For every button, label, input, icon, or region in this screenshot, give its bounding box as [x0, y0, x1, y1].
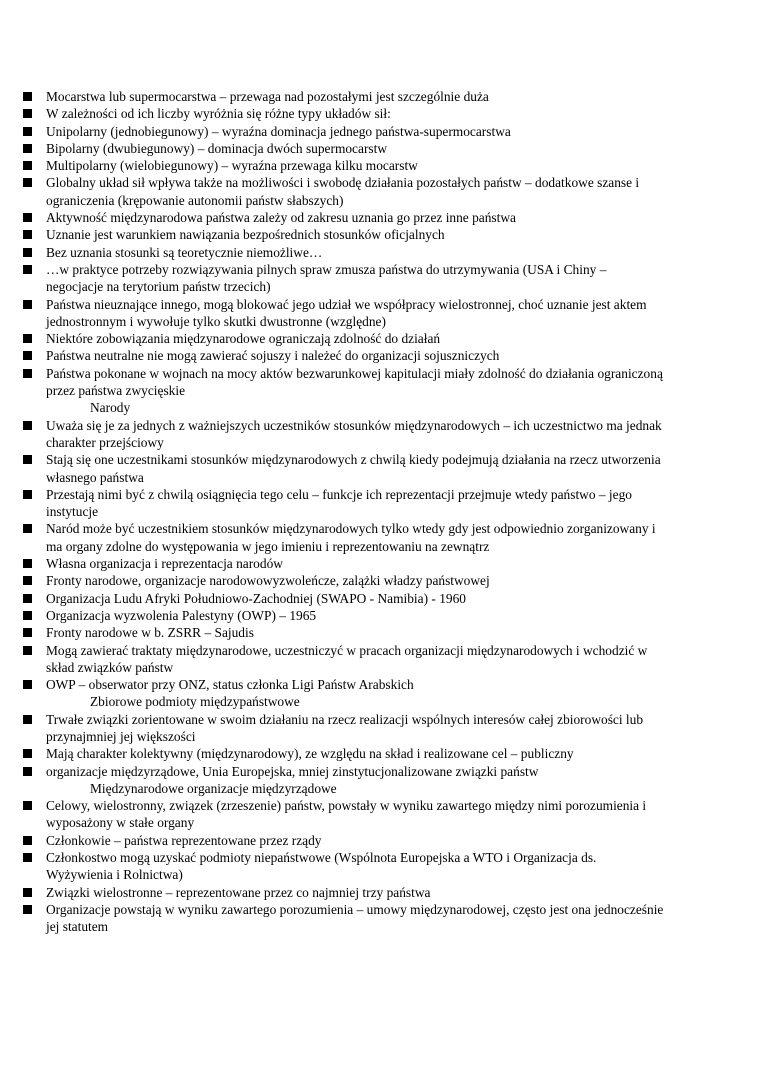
list-item-text: Multipolarny (wielobiegunowy) – wyraźna przewaga kilku mocarstw — [46, 158, 418, 174]
square-bullet-icon — [23, 490, 32, 499]
list-item-text: Organizacja wyzwolenia Palestyny (OWP) – 1965 — [46, 607, 317, 623]
list-item — [0, 174, 760, 209]
list-item-text: Związki wielostronne – reprezentowane przez co najmniej trzy państwa — [46, 884, 431, 900]
square-bullet-icon — [23, 178, 32, 187]
list-item — [0, 849, 760, 884]
square-bullet-icon — [23, 161, 32, 170]
list-item-text: Aktywność międzynarodowa państwa zależy od zakresu uznania go przez inne państwa — [46, 210, 516, 226]
list-item — [0, 745, 760, 762]
list-item — [0, 261, 760, 296]
narody-list — [0, 417, 760, 694]
square-bullet-icon — [23, 749, 32, 758]
list-item — [0, 607, 760, 624]
square-bullet-icon — [23, 905, 32, 914]
list-item — [0, 209, 760, 226]
square-bullet-icon — [23, 611, 32, 620]
list-item — [0, 555, 760, 572]
list-item-text: Uznanie jest warunkiem nawiązania bezpośrednich stosunków oficjalnych — [46, 227, 445, 243]
list-item — [0, 590, 760, 607]
list-item-text: Organizacja Ludu Afryki Południowo-Zachodniej (SWAPO - Namibia) - 1960 — [46, 590, 466, 606]
square-bullet-icon — [23, 680, 32, 689]
document-page — [0, 88, 760, 936]
square-bullet-icon — [23, 351, 32, 360]
list-item — [0, 157, 760, 174]
list-item — [0, 365, 760, 400]
list-item-text: Stają się one uczestnikami stosunków międzynarodowych z chwilą kiedy podejmują działania na rzecz utworzenia własnego państwa — [46, 452, 661, 485]
square-bullet-icon — [23, 300, 32, 309]
list-item — [0, 244, 760, 261]
list-item — [0, 486, 760, 521]
list-item — [0, 417, 760, 452]
square-bullet-icon — [23, 230, 32, 239]
list-item — [0, 347, 760, 364]
list-item — [0, 226, 760, 243]
list-item-text: Fronty narodowe, organizacje narodowowyzwoleńcze, zalążki władzy państwowej — [46, 573, 490, 589]
list-item-text: Mogą zawierać traktaty międzynarodowe, uczestniczyć w pracach organizacji międzynarodowych i wchodzić w skład związków państw — [46, 642, 648, 675]
list-item — [0, 642, 760, 677]
list-item-text: Globalny układ sił wpływa także na możliwości i swobodę działania pozostałych państw – dodatkowe szanse i ograniczenia (krępowanie autonomii państw słabszych) — [46, 175, 640, 208]
list-item — [0, 330, 760, 347]
list-item-text: Unipolarny (jednobiegunowy) – wyraźna dominacja jednego państwa-supermocarstwa — [46, 123, 511, 139]
square-bullet-icon — [23, 559, 32, 568]
square-bullet-icon — [23, 334, 32, 343]
section-heading-zbiorowe: Zbiorowe podmioty międzypaństwowe — [90, 694, 300, 710]
square-bullet-icon — [23, 646, 32, 655]
square-bullet-icon — [23, 853, 32, 862]
square-bullet-icon — [23, 248, 32, 257]
list-item — [0, 832, 760, 849]
square-bullet-icon — [23, 801, 32, 810]
list-item-text: Celowy, wielostronny, związek (zrzeszenie) państw, powstały w wyniku zawartego między nimi porozumienia i wyposażony w stałe organy — [46, 798, 647, 831]
list-item — [0, 624, 760, 641]
miedzyrzadowe-list — [0, 797, 760, 935]
list-item — [0, 140, 760, 157]
list-item — [0, 451, 760, 486]
square-bullet-icon — [23, 455, 32, 464]
list-item — [0, 572, 760, 589]
list-item-text: Członkowie – państwa reprezentowane przez rządy — [46, 832, 322, 848]
list-item-text: W zależności od ich liczby wyróżnia się różne typy układów sił: — [46, 106, 391, 122]
list-item — [0, 105, 760, 122]
list-item-text: Uważa się je za jednych z ważniejszych uczestników stosunków międzynarodowych – ich uczestnictwo ma jednak charakter przejściowy — [46, 417, 662, 450]
list-item-text: Mocarstwa lub supermocarstwa – przewaga nad pozostałymi jest szczególnie duża — [46, 89, 489, 104]
list-item-text: Członkostwo mogą uzyskać podmioty niepaństwowe (Wspólnota Europejska a WTO i Organizacja ds. Wyżywienia i Rolnictwa) — [46, 850, 597, 883]
list-item — [0, 884, 760, 901]
list-item-text: Naród może być uczestnikiem stosunków międzynarodowych tylko wtedy gdy jest odpowiednio zorganizowany i ma organy zdolne do występowania w jego imieniu i reprezentowaniu na zewnątrz — [46, 521, 656, 554]
square-bullet-icon — [23, 213, 32, 222]
list-item-text: Mają charakter kolektywny (międzynarodowy), ze względu na skład i realizowane cel – publiczny — [46, 746, 574, 762]
square-bullet-icon — [23, 369, 32, 378]
list-item-text: Fronty narodowe w b. ZSRR – Sajudis — [46, 625, 254, 641]
list-item — [0, 296, 760, 331]
section-heading-miedzyrzadowe: Międzynarodowe organizacje międzyrządowe — [90, 780, 337, 796]
square-bullet-icon — [23, 594, 32, 603]
square-bullet-icon — [23, 767, 32, 776]
list-item-text: Trwałe związki zorientowane w swoim działaniu na rzecz realizacji wspólnych interesów całej zbiorowości lub przynajmniej jej większości — [46, 711, 644, 744]
square-bullet-icon — [23, 144, 32, 153]
list-item — [0, 797, 760, 832]
list-item-text: Własna organizacja i reprezentacja narodów — [46, 556, 283, 572]
list-item — [0, 123, 760, 140]
square-bullet-icon — [23, 265, 32, 274]
list-item-text: Przestają nimi być z chwilą osiągnięcia tego celu – funkcje ich reprezentacji przejmuje wtedy państwo – jego instytucje — [46, 486, 632, 520]
square-bullet-icon — [23, 421, 32, 430]
list-item-text: Bipolarny (dwubiegunowy) – dominacja dwóch supermocarstw — [46, 140, 388, 156]
square-bullet-icon — [23, 576, 32, 585]
list-item — [0, 901, 760, 936]
list-item — [0, 88, 760, 105]
square-bullet-icon — [23, 715, 32, 724]
list-item-text: Organizacje powstają w wyniku zawartego porozumienia – umowy międzynarodowej, często jest ona jednocześnie jej statutem — [46, 901, 664, 935]
list-item — [0, 520, 760, 555]
intro-list — [0, 88, 760, 399]
list-item-text: organizacje międzyrządowe, Unia Europejska, mniej zinstytucjonalizowane związki państw — [46, 763, 539, 779]
square-bullet-icon — [23, 92, 32, 101]
list-item-text: Państwa pokonane w wojnach na mocy aktów bezwarunkowej kapitulacji miały zdolność do działania ograniczoną przez państwa zwycięskie — [46, 365, 663, 399]
square-bullet-icon — [23, 628, 32, 637]
square-bullet-icon — [23, 888, 32, 897]
list-item-text: Państwa neutralne nie mogą zawierać sojuszy i należeć do organizacji sojuszniczych — [46, 348, 500, 364]
list-item — [0, 763, 760, 780]
zbiorowe-list — [0, 711, 760, 780]
list-item-text: Państwa nieuznające innego, mogą blokować jego udział we współpracy wielostronnej, choć uznanie jest aktem jednostronnym i wywołuje tylko skutki dwustronne (względne) — [46, 296, 647, 329]
section-heading-narody: Narody — [90, 400, 131, 416]
list-item-text: OWP – obserwator przy ONZ, status członka Ligi Państw Arabskich — [46, 677, 414, 693]
list-item-text: Bez uznania stosunki są teoretycznie niemożliwe… — [46, 244, 323, 260]
list-item — [0, 676, 760, 693]
list-item-text: Niektóre zobowiązania międzynarodowe ograniczają zdolność do działań — [46, 331, 441, 347]
square-bullet-icon — [23, 836, 32, 845]
square-bullet-icon — [23, 127, 32, 136]
square-bullet-icon — [23, 109, 32, 118]
list-item-text: …w praktyce potrzeby rozwiązywania pilnych spraw zmusza państwa do utrzymywania (USA i Chiny – negocjacje na terytorium państw trzecich) — [46, 261, 607, 295]
square-bullet-icon — [23, 524, 32, 533]
list-item — [0, 711, 760, 746]
